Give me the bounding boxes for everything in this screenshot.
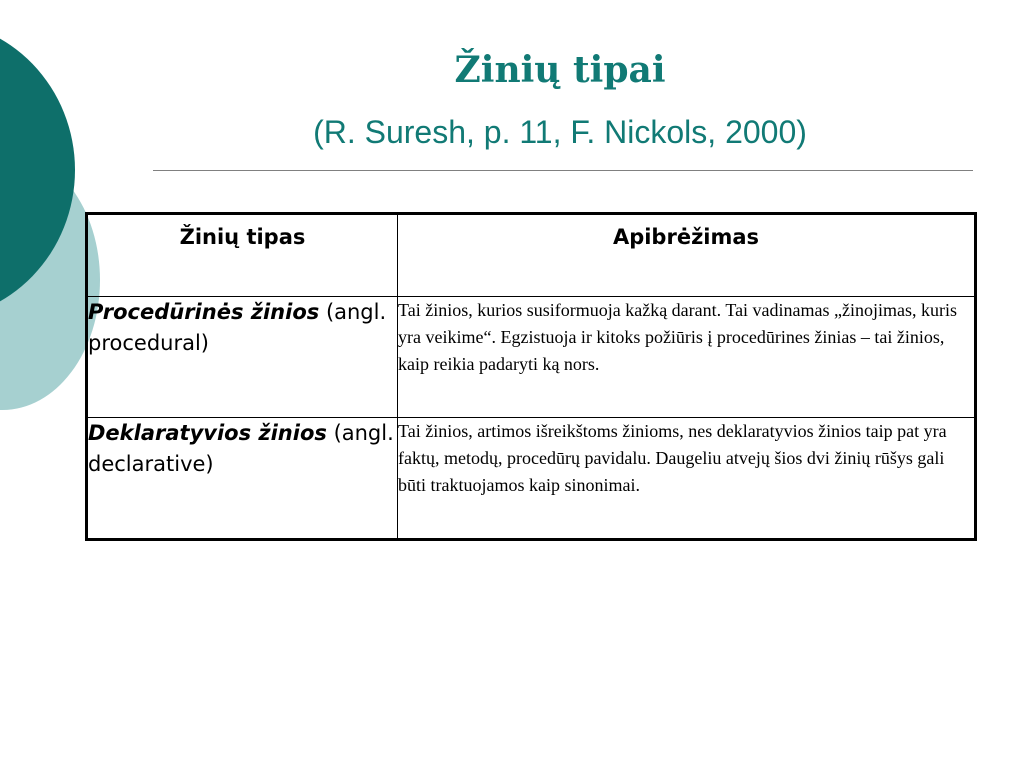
slide-subtitle: (R. Suresh, p. 11, F. Nickols, 2000): [313, 114, 807, 150]
type-cell: [87, 418, 398, 540]
header-knowledge-type: Žinių tipas: [87, 214, 398, 297]
type-term-note: (angl. procedural): [88, 300, 387, 355]
type-term-note: (angl. declarative): [88, 421, 394, 476]
table-row: [87, 297, 976, 418]
title-divider: [153, 170, 973, 171]
type-term: Deklaratyvios žinios: [88, 421, 327, 445]
type-cell: [87, 297, 398, 418]
definition-cell: Tai žinios, kurios susiformuoja kažką darant. Tai vadinamas „žinojimas, kuris yra veikime“. Egzistuoja ir kitoks požiūris į procedūrines žinias – tai žinios, kaip reikia padaryti ką nors.: [398, 297, 976, 418]
header-definition: Apibrėžimas: [398, 214, 976, 297]
definition-cell: Tai žinios, artimos išreikštoms žinioms, nes deklaratyvios žinios taip pat yra faktų, metodų, procedūrų pavidalu. Daugeliu atvejų šios dvi žinių rūšys gali būti traktuojamos kaip sinonimai.: [398, 418, 976, 540]
knowledge-types-table: [85, 212, 977, 541]
type-term: Procedūrinės žinios: [88, 300, 320, 324]
table-row: [87, 418, 976, 540]
table-header-row: [87, 214, 976, 297]
slide-title: Žinių tipai: [454, 49, 666, 91]
